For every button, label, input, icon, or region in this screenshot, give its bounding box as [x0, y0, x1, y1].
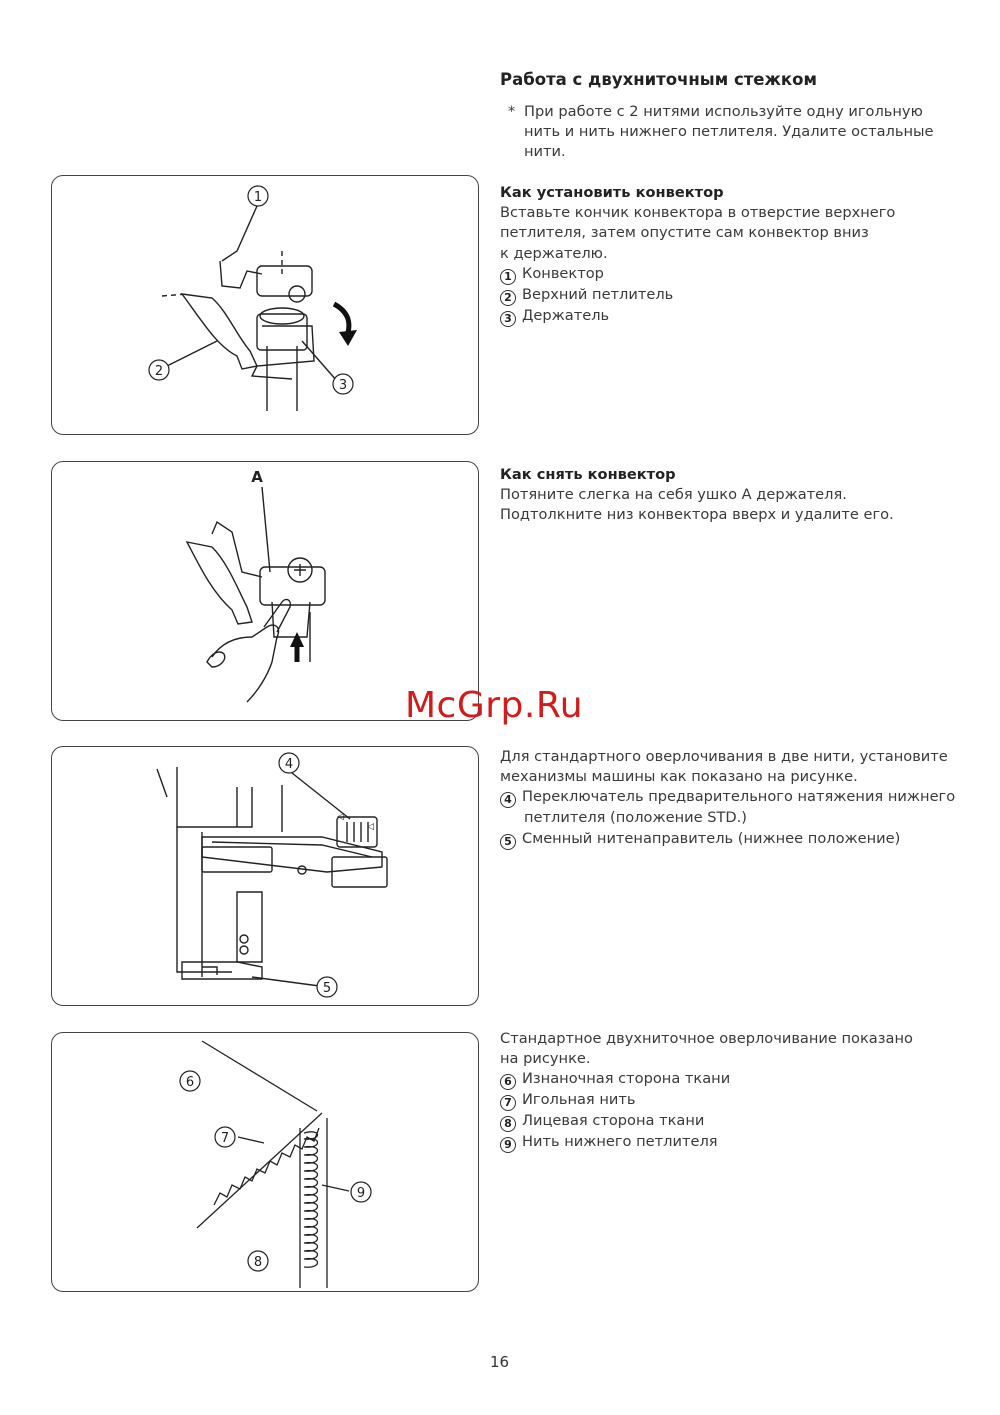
callout-8 — [248, 1251, 268, 1271]
remove-section — [500, 465, 970, 526]
result-item-7: 7 Игольная нить — [500, 1090, 970, 1111]
svg-text:3: 3 — [338, 378, 348, 393]
callout-1 — [248, 186, 268, 206]
callout-number: 6 — [500, 1074, 516, 1090]
settings-item-5: 5 Сменный нитенаправитель (нижнее положение) — [500, 829, 970, 850]
callout-5 — [317, 977, 337, 997]
figure-machine-settings — [51, 746, 479, 1006]
settings-line-2: механизмы машины как показано на рисунке. — [500, 768, 858, 786]
note-block — [500, 102, 970, 163]
remove-line-2: Подтолкните низ конвектора вверх и удалите его. — [500, 506, 894, 524]
install-title: Как установить конвектор — [500, 184, 724, 201]
label-a: A — [251, 468, 263, 486]
settings-item-4-cont: петлителя (положение STD.) — [524, 809, 747, 827]
install-line-3: к держателю. — [500, 244, 608, 262]
svg-text:9: 9 — [356, 1186, 366, 1201]
install-item-1: 1 Конвектор — [500, 264, 970, 285]
callout-number: 7 — [500, 1095, 516, 1111]
result-line-1: Стандартное двухниточное оверлочивание показано — [500, 1030, 913, 1047]
callout-number: 8 — [500, 1116, 516, 1132]
convector-remove-illustration — [52, 462, 479, 721]
page-number: 16 — [490, 1353, 510, 1371]
result-section — [500, 1029, 970, 1153]
result-item-6: 6 Изнаночная сторона ткани — [500, 1069, 970, 1090]
install-item-2: 2 Верхний петлитель — [500, 285, 970, 306]
settings-line-1: Для стандартного оверлочивания в две нити, установите — [500, 748, 948, 765]
callout-number: 2 — [500, 290, 516, 306]
overlock-stitch-illustration — [52, 1033, 479, 1292]
remove-line-1: Потяните слегка на себя ушко А держателя. — [500, 486, 847, 504]
install-section — [500, 183, 970, 327]
callout-number: 1 — [500, 269, 516, 285]
callout-3 — [333, 374, 353, 394]
figure-overlock-result — [51, 1032, 479, 1292]
svg-text:◁: ◁ — [337, 812, 344, 822]
asterisk-mark: * — [508, 103, 516, 120]
callout-number: 5 — [500, 834, 516, 850]
callout-6 — [180, 1071, 200, 1091]
result-item-8: 8 Лицевая сторона ткани — [500, 1111, 970, 1132]
note-line-2: нить и нить нижнего петлителя. Удалите остальные — [524, 123, 934, 141]
svg-text:5: 5 — [322, 981, 332, 996]
svg-text:7: 7 — [220, 1131, 230, 1146]
result-item-9: 9 Нить нижнего петлителя — [500, 1132, 970, 1153]
callout-number: 3 — [500, 311, 516, 327]
page-heading: Работа с двухниточным стежком — [500, 70, 817, 89]
settings-item-4: 4 Переключатель предварительного натяжения нижнего — [500, 787, 970, 808]
note-line-3: нити. — [524, 143, 566, 161]
callout-4 — [279, 753, 299, 773]
callout-number: 4 — [500, 792, 516, 808]
svg-text:1: 1 — [253, 190, 263, 205]
callout-2 — [149, 360, 169, 380]
result-line-2: на рисунке. — [500, 1050, 591, 1068]
machine-settings-illustration — [52, 747, 479, 1006]
figure-install-convector — [51, 175, 479, 435]
note-line-1: * При работе с 2 нитями используйте одну игольную — [500, 102, 970, 122]
svg-text:8: 8 — [253, 1255, 263, 1270]
svg-text:4: 4 — [284, 757, 294, 772]
callout-number: 9 — [500, 1137, 516, 1153]
callout-9 — [351, 1182, 371, 1202]
remove-title: Как снять конвектор — [500, 466, 676, 483]
install-item-3: 3 Держатель — [500, 306, 970, 327]
svg-text:6: 6 — [185, 1075, 195, 1090]
install-line-1: Вставьте кончик конвектора в отверстие верхнего — [500, 204, 896, 222]
callout-7 — [215, 1127, 235, 1147]
settings-section — [500, 747, 970, 850]
watermark-text: McGrp.Ru — [405, 685, 584, 726]
svg-text:2: 2 — [154, 364, 164, 379]
svg-text:◁: ◁ — [367, 822, 374, 832]
install-line-2: петлителя, затем опустите сам конвектор вниз — [500, 224, 869, 242]
figure-remove-convector — [51, 461, 479, 721]
convector-install-illustration — [52, 176, 479, 435]
